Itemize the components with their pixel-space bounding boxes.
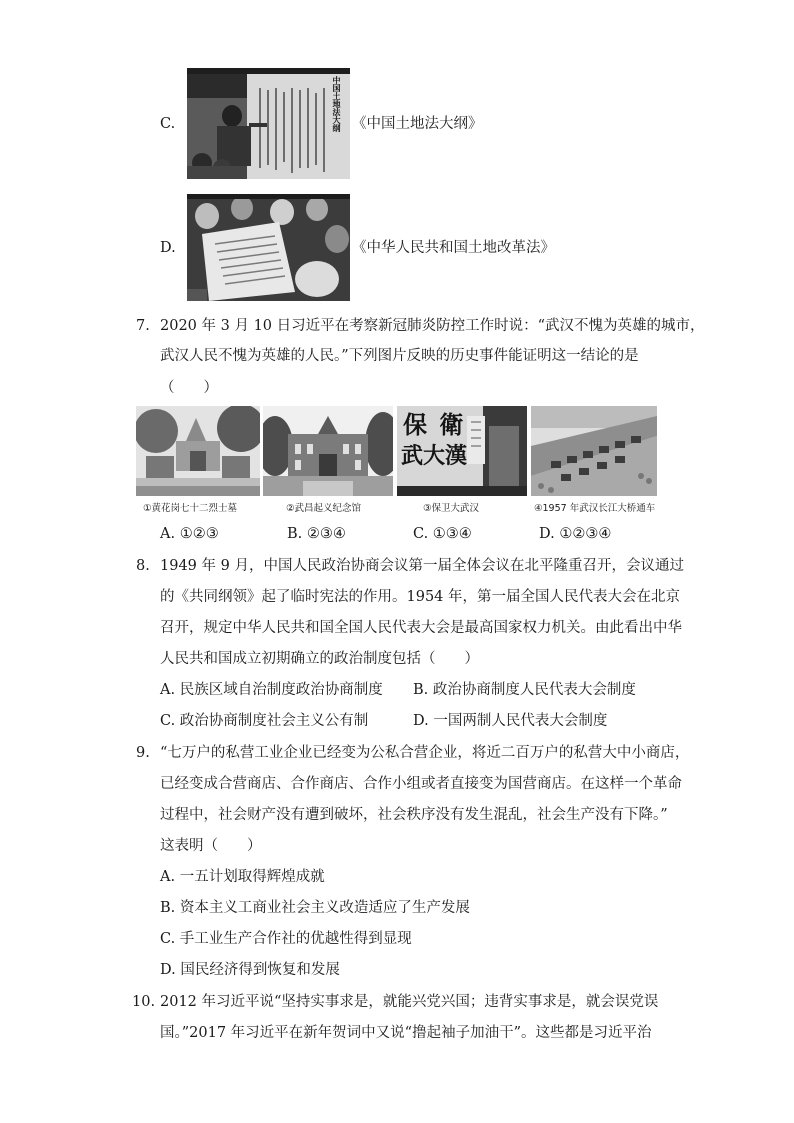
q7-option-d[interactable]: D. ①②③④ — [539, 526, 612, 542]
q6-option-d-letter: D. — [160, 240, 176, 256]
q7-line-2: 武汉人民不愧为英雄的人民。”下列图片反映的历史事件能证明这一结论的是 — [160, 348, 639, 364]
land-reform-law-photo — [187, 194, 350, 301]
photo-caption-3: ③保卫大武汉 — [423, 503, 480, 514]
q9-line-3: 过程中，社会财产没有遭到破坏，社会秩序没有发生混乱，社会生产没有下降。” — [160, 807, 668, 823]
land-law-photo-text: 中国土地法大纲 — [332, 76, 341, 132]
land-law-outline-photo — [187, 68, 350, 179]
yangtze-bridge-photo — [531, 406, 657, 496]
q10-number: 10. — [132, 994, 156, 1010]
defend-wuhan-sign-text-2: 武大漢 — [401, 443, 468, 469]
q7-option-c[interactable]: C. ①③④ — [413, 526, 472, 542]
q9-number: 9. — [136, 745, 150, 761]
q8-line-3: 召开，规定中华人民共和国全国人民代表大会是最高国家权力机关。由此看出中华 — [160, 620, 682, 636]
q8-option-a[interactable]: A. 民族区域自治制度政治协商制度 — [160, 682, 383, 698]
photo-caption-4: ④1957 年武汉长江大桥通车 — [534, 503, 656, 514]
q9-line-2: 已经变成合营商店、合作商店、合作小组或者直接变为国营商店。在这样一个革命 — [160, 776, 682, 792]
photo-caption-1: ①黄花岗七十二烈士墓 — [143, 503, 238, 514]
q7-option-b[interactable]: B. ②③④ — [287, 526, 346, 542]
q7-line-1: 2020 年 3 月 10 日习近平在考察新冠肺炎防控工作时说：“武汉不愧为英雄的城市， — [160, 318, 705, 334]
q9-option-a[interactable]: A. 一五计划取得辉煌成就 — [160, 869, 325, 885]
q9-line-1: “七万户的私营工业企业已经变为公私合营企业，将近二百万户的私营大中小商店， — [160, 745, 690, 761]
q8-line-4: 人民共和国成立初期确立的政治制度包括（ ） — [160, 651, 479, 667]
q9-option-b[interactable]: B. 资本主义工商业社会主义改造适应了生产发展 — [160, 900, 470, 916]
q8-line-1: 1949 年 9 月，中国人民政治协商会议第一届全体会议在北平隆重召开，会议通过 — [160, 558, 684, 574]
huanghuagang-tomb-photo — [136, 406, 260, 496]
q6-option-d-text: 《中华人民共和国土地改革法》 — [352, 240, 555, 256]
q7-option-a[interactable]: A. ①②③ — [160, 526, 219, 542]
photo-caption-2: ②武昌起义纪念馆 — [286, 503, 362, 514]
q8-option-c[interactable]: C. 政治协商制度社会主义公有制 — [160, 713, 369, 729]
defend-wuhan-photo — [397, 406, 527, 496]
q9-line-4: 这表明（ ） — [160, 838, 262, 854]
q10-line-2: 国。”2017 年习近平在新年贺词中又说“撸起袖子加油干”。这些都是习近平治 — [160, 1025, 652, 1041]
q10-line-1: 2012 年习近平说“坚持实事求是，就能兴党兴国；违背实事求是，就会误党误 — [160, 994, 659, 1010]
q8-number: 8. — [136, 558, 150, 574]
q6-option-c-text: 《中国土地法大纲》 — [352, 116, 483, 132]
q9-option-d[interactable]: D. 国民经济得到恢复和发展 — [160, 962, 340, 978]
wuchang-uprising-memorial-photo — [263, 406, 393, 496]
q6-option-c-letter: C. — [160, 116, 176, 132]
defend-wuhan-sign-text: 保 衛 — [403, 410, 466, 439]
q8-line-2: 的《共同纲领》起了临时宪法的作用。1954 年，第一届全国人民代表大会在北京 — [160, 589, 681, 605]
q8-option-b[interactable]: B. 政治协商制度人民代表大会制度 — [413, 682, 636, 698]
q9-option-c[interactable]: C. 手工业生产合作社的优越性得到显现 — [160, 931, 412, 947]
q8-option-d[interactable]: D. 一国两制人民代表大会制度 — [413, 713, 608, 729]
q7-number: 7. — [136, 318, 150, 334]
q7-answer-blank: （ ） — [160, 380, 218, 396]
